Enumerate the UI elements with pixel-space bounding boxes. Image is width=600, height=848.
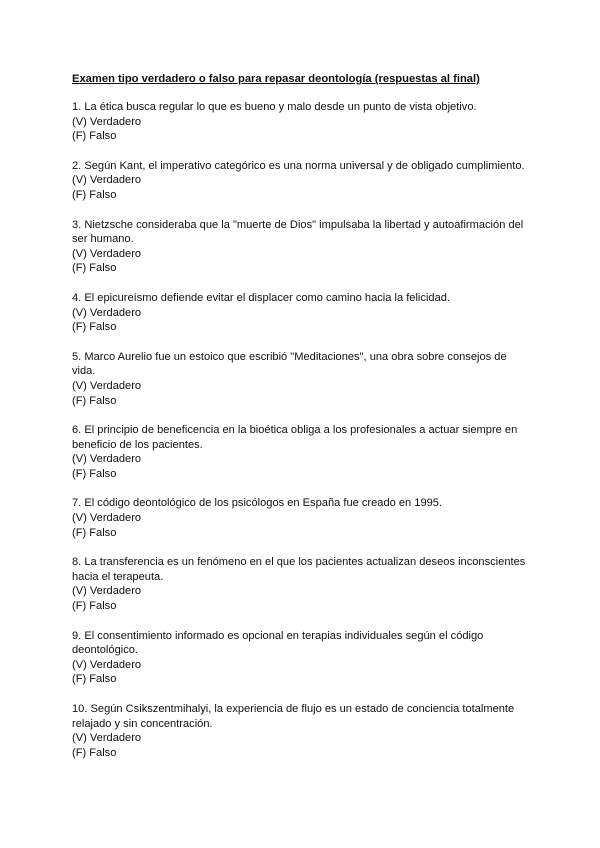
question-text: 2. Según Kant, el imperativo categórico es una norma universal y de obligado cumplimiento. [72,159,525,172]
question-item [72,350,532,408]
option-true: (V) Verdadero [72,512,142,525]
question-item [72,291,532,335]
question-item [72,159,532,203]
option-false: (F) Falso [72,394,117,407]
question-item [72,423,532,481]
question-text: 1. La ética busca regular lo que es bueno y malo desde un punto de vista objetivo. [72,101,477,113]
question-text: 4. El epicureísmo defiende evitar el displacer como camino hacia la felicidad. [72,291,451,304]
option-false: (F) Falso [72,746,117,759]
option-true: (V) Verdadero [72,585,142,598]
option-false: (F) Falso [72,600,117,613]
question-text: 6. El principio de beneficencia en la bioética obliga a los profesionales a actuar siempre en beneficio de los pacientes. [72,424,518,451]
option-true: (V) Verdadero [72,306,142,319]
option-false: (F) Falso [72,526,117,539]
question-text: 3. Nietzsche consideraba que la "muerte de Dios" impulsaba la libertad y autoafirmación del ser humano. [72,218,524,246]
option-true: (V) Verdadero [72,247,142,260]
question-item [72,702,532,760]
option-true: (V) Verdadero [72,658,142,671]
option-false: (F) Falso [72,467,117,480]
option-true: (V) Verdadero [72,115,142,128]
option-true: (V) Verdadero [72,174,142,187]
question-text: 8. La transferencia es un fenómeno en el que los pacientes actualizan deseos inconscientes hacia el terapeuta. [72,556,526,583]
option-true: (V) Verdadero [72,732,142,745]
option-false: (F) Falso [72,673,117,686]
question-item [72,555,532,613]
question-list [72,100,532,775]
option-true: (V) Verdadero [72,453,142,466]
question-text: 7. El código deontológico de los psicólogos en España fue creado en 1995. [72,497,443,510]
question-text: 10. Según Csikszentmihalyi, la experiencia de flujo es un estado de conciencia totalmente relajado y sin concentración. [72,703,515,730]
question-item [72,100,532,144]
option-false: (F) Falso [72,321,117,334]
question-item [72,629,532,687]
question-item [72,218,532,276]
option-false: (F) Falso [72,262,117,275]
exam-title: Examen tipo verdadero o falso para repasar deontología (respuestas al final) [72,73,480,85]
question-text: 5. Marco Aurelio fue un estoico que escribió "Meditaciones", una obra sobre consejos de vida. [72,350,507,378]
option-true: (V) Verdadero [72,379,142,392]
option-false: (F) Falso [72,188,117,201]
option-false: (F) Falso [72,130,117,143]
question-item [72,496,532,540]
question-text: 9. El consentimiento informado es opcional en terapias individuales según el código deontológico. [72,629,484,657]
